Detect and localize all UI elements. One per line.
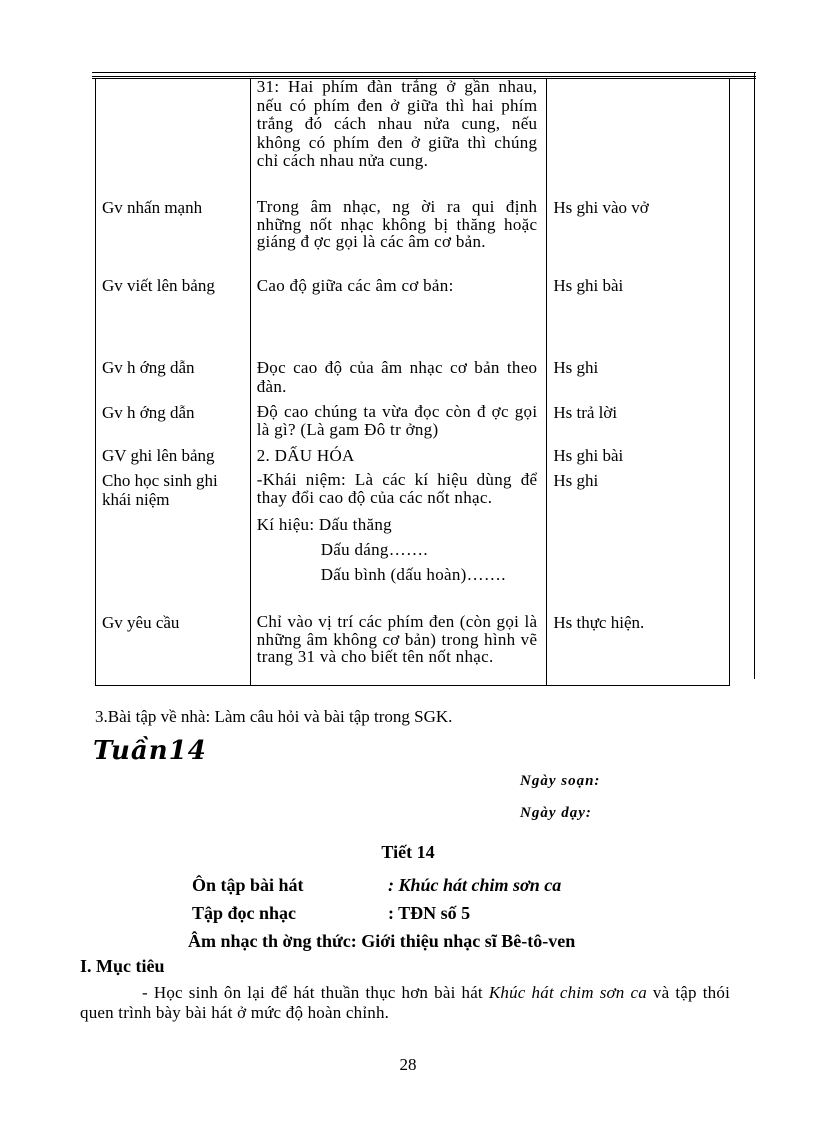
homework-line: 3.Bài tập về nhà: Làm câu hỏi và bài tập trong SGK. (95, 707, 453, 726)
content-cell: 31: Hai phím đàn trắng ở gần nhau, nếu có phím đen ở giữa thì hai phím trắng đó cách nhau nửa cung, nếu không có phím đen ở giữa thì chúng chỉ cách nhau nửa cung. (250, 78, 547, 196)
topic-row (192, 871, 575, 899)
content-cell (250, 471, 547, 613)
table-row (96, 78, 730, 196)
topics-list (188, 871, 576, 955)
content-cell: Độ cao chúng ta vừa đọc còn đ ợc gọi là gì? (Là gam Đô tr ởng) (250, 403, 547, 446)
dates-block (520, 765, 600, 829)
table-row (96, 358, 730, 403)
content-cell: Cao độ giữa các âm cơ bản: (250, 276, 547, 358)
teacher-cell: GV ghi lên bảng (96, 446, 251, 471)
student-cell: Hs ghi bài (547, 446, 730, 471)
table-row (96, 276, 730, 358)
student-cell: Hs trả lời (547, 403, 730, 446)
student-cell: Hs ghi bài (547, 276, 730, 358)
content-cell: Trong âm nhạc, ng ời ra qui định những nốt nhạc không bị thăng hoặc giáng đ ợc gọi là các âm cơ bản. (250, 196, 547, 276)
period-title: Tiết 14 (381, 842, 435, 862)
content-cell: Đọc cao độ của âm nhạc cơ bản theo đàn. (250, 358, 547, 403)
teacher-cell: Cho học sinh ghi khái niệm (96, 471, 251, 613)
symbol-sharp: Kí hiệu: Dấu thăng (256, 515, 392, 534)
table-row (96, 196, 730, 276)
topic-label: Âm nhạc th ờng thức: (188, 931, 357, 951)
taught-date-label: Ngày dạy: (520, 805, 592, 821)
student-cell: Hs ghi vào vở (547, 196, 730, 276)
week-heading: Tuần14 (93, 736, 207, 766)
teacher-cell: Gv h ớng dẫn (96, 358, 251, 403)
symbol-flat: Dấu dáng……. (320, 540, 428, 559)
student-cell: Hs ghi (547, 471, 730, 613)
lesson-table (95, 78, 730, 686)
paragraph-tail: và tập thói quen trình bày bài hát ở mức độ hoàn chỉnh. (80, 983, 730, 1022)
table-row (96, 471, 730, 613)
concept-text: -Khái niệm: Là các kí hiệu dùng để thay đổi cao độ của các nốt nhạc. (256, 470, 538, 507)
student-cell (547, 78, 730, 196)
symbol-natural: Dấu bình (dấu hoàn)……. (320, 565, 506, 584)
table-row (96, 613, 730, 685)
paragraph-lead: - Học sinh ôn lại để hát thuần thục hơn bài hát (142, 983, 489, 1002)
student-cell: Hs ghi (547, 358, 730, 403)
content-cell: Chỉ vào vị trí các phím đen (còn gọi là những âm không cơ bản) trong hình vẽ trang 31 và cho biết tên nốt nhạc. (250, 613, 547, 685)
right-border-line (754, 72, 755, 679)
table-row (96, 446, 730, 471)
topic-label: Ôn tập bài hát (192, 875, 304, 895)
teacher-cell: Gv nhấn mạnh (96, 196, 251, 276)
song-title: Khúc hát chim sơn ca (488, 983, 647, 1002)
topic-label: Tập đọc nhạc (192, 903, 297, 923)
prepared-date-label: Ngày soạn: (520, 773, 601, 789)
teacher-cell: Gv h ớng dẫn (96, 403, 251, 446)
topic-row (192, 899, 575, 927)
teacher-cell (96, 78, 251, 196)
page-number: 28 (399, 1055, 417, 1074)
topic-value: : TĐN số 5 (388, 903, 471, 923)
content-cell: 2. DẤU HÓA (250, 446, 547, 471)
topic-row (188, 927, 575, 955)
topic-value: : Khúc hát chim sơn ca (388, 875, 562, 895)
objective-paragraph (80, 983, 730, 1023)
student-cell: Hs thực hiện. (547, 613, 730, 685)
teacher-cell: Gv yêu cầu (96, 613, 251, 685)
section-heading: I. Mục tiêu (80, 956, 165, 976)
topic-value: Giới thiệu nhạc sĩ Bê-tô-ven (361, 931, 576, 951)
teacher-cell: Gv viết lên bảng (96, 276, 251, 358)
table-row (96, 403, 730, 446)
